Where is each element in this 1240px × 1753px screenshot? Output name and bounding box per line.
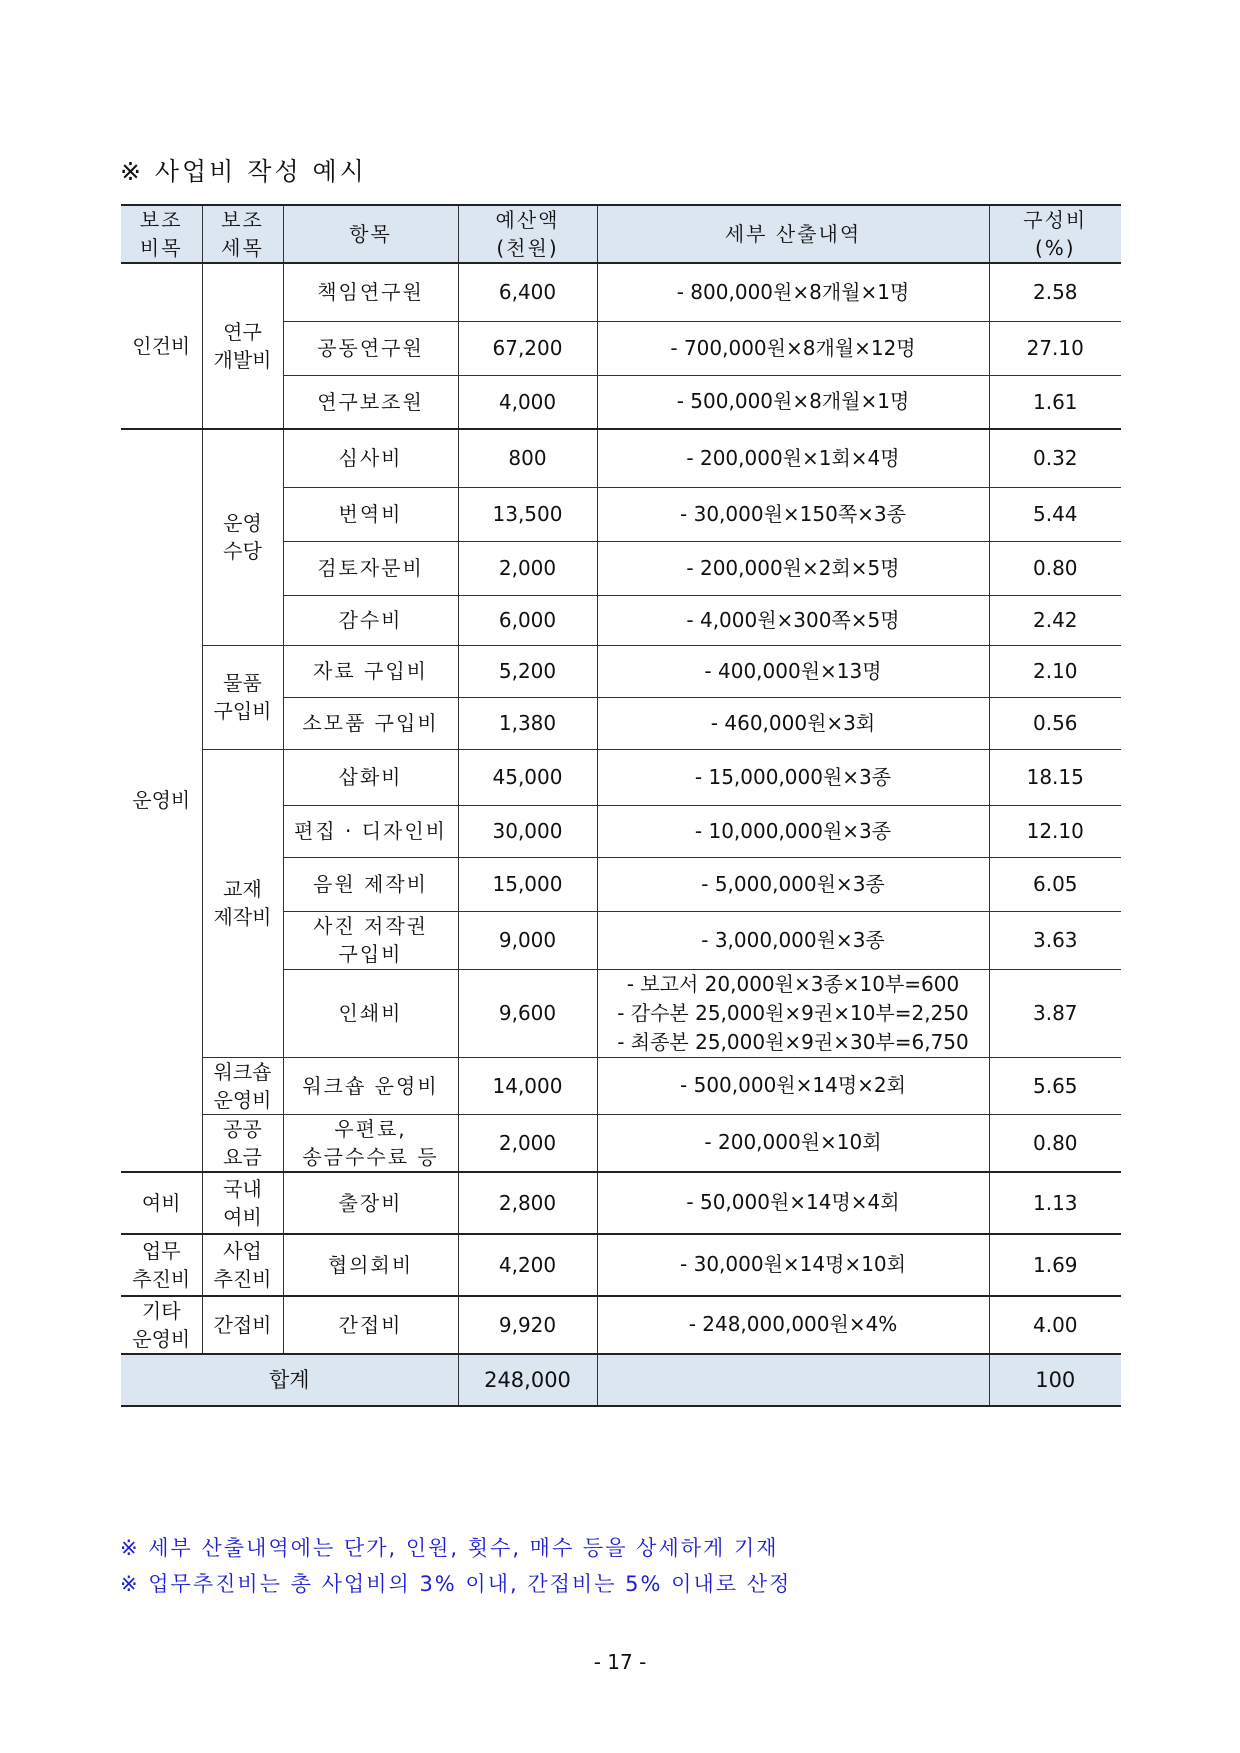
row-detail-line: - 50,000원×14명×4회 <box>686 1190 900 1214</box>
row-amount: 13,500 <box>458 487 597 541</box>
row-item: 연구보조원 <box>283 375 458 429</box>
row-item: 책임연구원 <box>283 263 458 321</box>
row-item: 소모품 구입비 <box>283 697 458 749</box>
header-amount: 예산액 (천원) <box>458 205 597 263</box>
row-ratio: 2.42 <box>989 595 1121 645</box>
row-item: 자료 구입비 <box>283 645 458 697</box>
row-detail-line: - 200,000원×2회×5명 <box>686 555 900 580</box>
row-amount: 30,000 <box>458 805 597 857</box>
row-detail <box>597 1296 989 1354</box>
row-detail-line: - 감수본 25,000원×9권×10부=2,250 <box>617 1000 969 1025</box>
row-amount: 4,000 <box>458 375 597 429</box>
row-item: 공동연구원 <box>283 321 458 375</box>
subcategory-utility: 공공 요금 <box>202 1114 283 1172</box>
header-subcategory: 보조 세목 <box>202 205 283 263</box>
row-amount: 67,200 <box>458 321 597 375</box>
header-category: 보조 비목 <box>121 205 202 263</box>
header-ratio: 구성비 (%) <box>989 205 1121 263</box>
table-row <box>121 1234 1121 1296</box>
table-row <box>121 1296 1121 1354</box>
subcategory-project-business: 사업 추진비 <box>202 1234 283 1296</box>
row-amount: 2,000 <box>458 541 597 595</box>
row-detail-line: - 15,000,000원×3종 <box>694 764 892 789</box>
row-detail-line: - 5,000,000원×3종 <box>701 871 885 896</box>
row-detail <box>597 429 989 487</box>
subcategory-goods-purchase: 물품 구입비 <box>202 645 283 749</box>
table-row <box>121 749 1121 805</box>
row-detail-line: - 248,000,000원×4% <box>688 1312 898 1336</box>
row-ratio: 27.10 <box>989 321 1121 375</box>
table-header-row <box>121 205 1121 263</box>
row-detail-line: - 500,000원×8개월×1명 <box>676 389 910 414</box>
table-row <box>121 1114 1121 1172</box>
row-detail <box>597 1057 989 1114</box>
row-ratio: 1.61 <box>989 375 1121 429</box>
row-item: 인쇄비 <box>283 969 458 1057</box>
row-item: 감수비 <box>283 595 458 645</box>
row-amount: 2,000 <box>458 1114 597 1172</box>
total-label: 합계 <box>121 1354 458 1406</box>
row-item: 간접비 <box>283 1296 458 1354</box>
total-amount: 248,000 <box>458 1354 597 1406</box>
row-detail-line: - 400,000원×13명 <box>704 658 882 683</box>
row-detail-line: - 500,000원×14명×2회 <box>680 1073 906 1097</box>
row-detail-line: - 200,000원×1회×4명 <box>686 445 900 470</box>
table-row <box>121 1172 1121 1234</box>
row-detail <box>597 1172 989 1234</box>
row-detail-line: - 30,000원×14명×10회 <box>680 1252 906 1276</box>
table-body <box>121 263 1121 1354</box>
row-detail <box>597 749 989 805</box>
row-ratio: 1.13 <box>989 1172 1121 1234</box>
row-ratio: 0.32 <box>989 429 1121 487</box>
row-amount: 1,380 <box>458 697 597 749</box>
row-item: 협의회비 <box>283 1234 458 1296</box>
row-detail <box>597 857 989 911</box>
row-amount: 45,000 <box>458 749 597 805</box>
total-ratio: 100 <box>989 1354 1121 1406</box>
row-ratio: 0.56 <box>989 697 1121 749</box>
header-item: 항목 <box>283 205 458 263</box>
row-amount: 6,400 <box>458 263 597 321</box>
row-item: 편집 · 디자인비 <box>283 805 458 857</box>
subcategory-domestic-travel: 국내 여비 <box>202 1172 283 1234</box>
row-amount: 6,000 <box>458 595 597 645</box>
row-detail <box>597 805 989 857</box>
subcategory-indirect: 간접비 <box>202 1296 283 1354</box>
row-amount: 5,200 <box>458 645 597 697</box>
row-detail <box>597 1234 989 1296</box>
header-detail: 세부 산출내역 <box>597 205 989 263</box>
row-detail <box>597 645 989 697</box>
table-row <box>121 1057 1121 1114</box>
table-row <box>121 645 1121 697</box>
note-line: ※ 업무추진비는 총 사업비의 3% 이내, 간접비는 5% 이내로 산정 <box>120 1572 792 1596</box>
row-item: 번역비 <box>283 487 458 541</box>
row-ratio: 4.00 <box>989 1296 1121 1354</box>
table-row <box>121 263 1121 321</box>
row-ratio: 6.05 <box>989 857 1121 911</box>
row-detail-line: - 700,000원×8개월×12명 <box>670 335 916 360</box>
row-detail <box>597 263 989 321</box>
row-ratio: 12.10 <box>989 805 1121 857</box>
row-item: 사진 저작권 구입비 <box>283 911 458 969</box>
row-detail-line: - 10,000,000원×3종 <box>694 818 892 843</box>
row-item: 출장비 <box>283 1172 458 1234</box>
row-amount: 4,200 <box>458 1234 597 1296</box>
row-amount: 14,000 <box>458 1057 597 1114</box>
row-ratio: 3.87 <box>989 969 1121 1057</box>
row-detail-line: - 4,000원×300쪽×5명 <box>686 607 900 632</box>
table-row <box>121 429 1121 487</box>
total-detail <box>597 1354 989 1406</box>
row-amount: 2,800 <box>458 1172 597 1234</box>
row-detail <box>597 911 989 969</box>
budget-table <box>121 204 1121 1407</box>
row-amount: 9,000 <box>458 911 597 969</box>
row-detail <box>597 487 989 541</box>
subcategory-workshop: 워크숍 운영비 <box>202 1057 283 1114</box>
row-detail-line: - 800,000원×8개월×1명 <box>676 279 910 304</box>
row-amount: 15,000 <box>458 857 597 911</box>
row-detail-line: - 30,000원×150쪽×3종 <box>680 501 906 526</box>
row-item: 삽화비 <box>283 749 458 805</box>
row-item: 검토자문비 <box>283 541 458 595</box>
row-ratio: 5.44 <box>989 487 1121 541</box>
subcategory-research-dev: 연구 개발비 <box>202 263 283 429</box>
row-ratio: 0.80 <box>989 541 1121 595</box>
row-detail <box>597 321 989 375</box>
row-amount: 800 <box>458 429 597 487</box>
category-personnel: 인건비 <box>121 263 202 429</box>
notes <box>120 1530 791 1602</box>
category-operation: 운영비 <box>121 429 202 1172</box>
row-ratio: 1.69 <box>989 1234 1121 1296</box>
row-detail-line: - 200,000원×10회 <box>704 1130 882 1154</box>
row-item: 워크숍 운영비 <box>283 1057 458 1114</box>
row-ratio: 2.58 <box>989 263 1121 321</box>
subcategory-textbook: 교재 제작비 <box>202 749 283 1057</box>
row-ratio: 2.10 <box>989 645 1121 697</box>
row-amount: 9,920 <box>458 1296 597 1354</box>
row-detail <box>597 375 989 429</box>
page-title: ※ 사업비 작성 예시 <box>120 157 367 186</box>
category-travel: 여비 <box>121 1172 202 1234</box>
row-detail <box>597 595 989 645</box>
total-row <box>121 1354 1121 1406</box>
subcategory-operation-allowance: 운영 수당 <box>202 429 283 645</box>
row-detail-line: - 보고서 20,000원×3종×10부=600 <box>626 971 960 996</box>
row-detail-line: - 최종본 25,000원×9권×30부=6,750 <box>617 1029 969 1054</box>
row-detail <box>597 697 989 749</box>
row-detail <box>597 541 989 595</box>
row-item: 우편료, 송금수수료 등 <box>283 1114 458 1172</box>
page-number: - 17 - <box>593 1650 647 1674</box>
row-detail-line: - 460,000원×3회 <box>710 710 876 735</box>
row-ratio: 5.65 <box>989 1057 1121 1114</box>
category-business: 업무 추진비 <box>121 1234 202 1296</box>
row-detail-line: - 3,000,000원×3종 <box>701 927 885 952</box>
row-detail <box>597 1114 989 1172</box>
category-other: 기타 운영비 <box>121 1296 202 1354</box>
note-line: ※ 세부 산출내역에는 단가, 인원, 횟수, 매수 등을 상세하게 기재 <box>120 1536 779 1560</box>
row-ratio: 3.63 <box>989 911 1121 969</box>
row-ratio: 0.80 <box>989 1114 1121 1172</box>
row-item: 음원 제작비 <box>283 857 458 911</box>
row-ratio: 18.15 <box>989 749 1121 805</box>
row-detail <box>597 969 989 1057</box>
row-item: 심사비 <box>283 429 458 487</box>
row-amount: 9,600 <box>458 969 597 1057</box>
